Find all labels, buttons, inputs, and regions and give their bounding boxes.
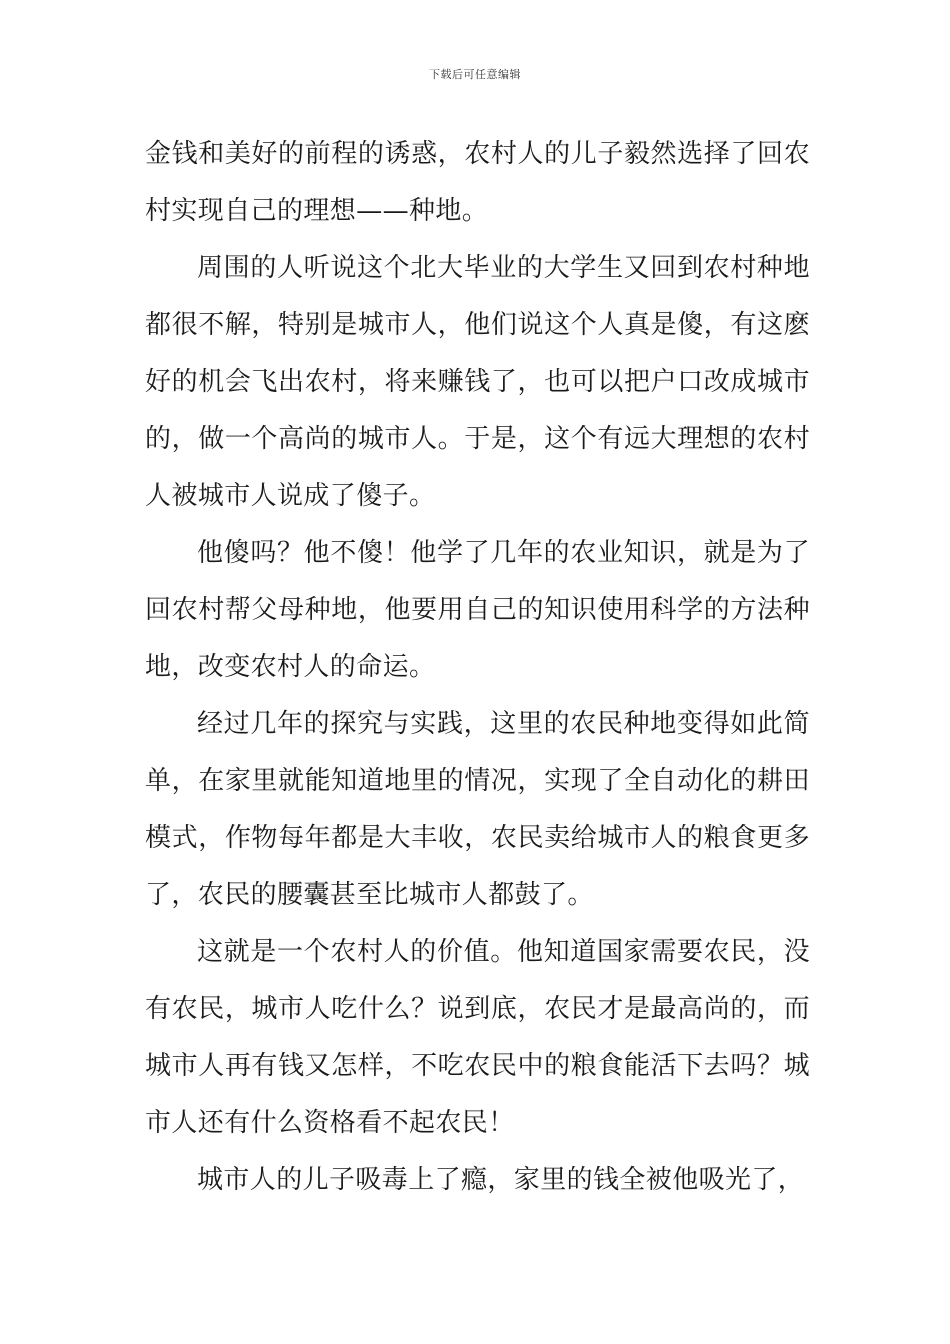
paragraph-6: 城市人的儿子吸毒上了瘾，家里的钱全被他吸光了， bbox=[197, 1165, 805, 1195]
page-header: 下载后可任意编辑 bbox=[429, 68, 521, 81]
paragraph-2: 周围的人听说这个北大毕业的大学生又回到农村种地都很不解，特别是城市人，他们说这个人真是傻，有这麽好的机会飞出农村，将来赚钱了，也可以把户口改成城市的，做一个高尚的城市人。于是，这个有远大理想的农村人被城市人说成了傻子。 bbox=[145, 253, 810, 511]
paragraph-3: 他傻吗？他不傻！他学了几年的农业知识，就是为了回农村帮父母种地，他要用自己的知识使用科学的方法种地，改变农村人的命运。 bbox=[145, 538, 810, 682]
paragraph-4: 经过几年的探究与实践，这里的农民种地变得如此简单，在家里就能知道地里的情况，实现了全自动化的耕田模式，作物每年都是大丰收，农民卖给城市人的粮食更多了，农民的腰囊甚至比城市人都鼓了。 bbox=[145, 709, 810, 910]
paragraph-5: 这就是一个农村人的价值。他知道国家需要农民，没有农民，城市人吃什么？说到底，农民才是最高尚的，而城市人再有钱又怎样，不吃农民中的粮食能活下去吗？城市人还有什么资格看不起农民！ bbox=[145, 937, 810, 1138]
body-text bbox=[145, 126, 810, 1209]
paragraph-1: 金钱和美好的前程的诱惑，农村人的儿子毅然选择了回农村实现自己的理想——种地。 bbox=[145, 139, 810, 226]
